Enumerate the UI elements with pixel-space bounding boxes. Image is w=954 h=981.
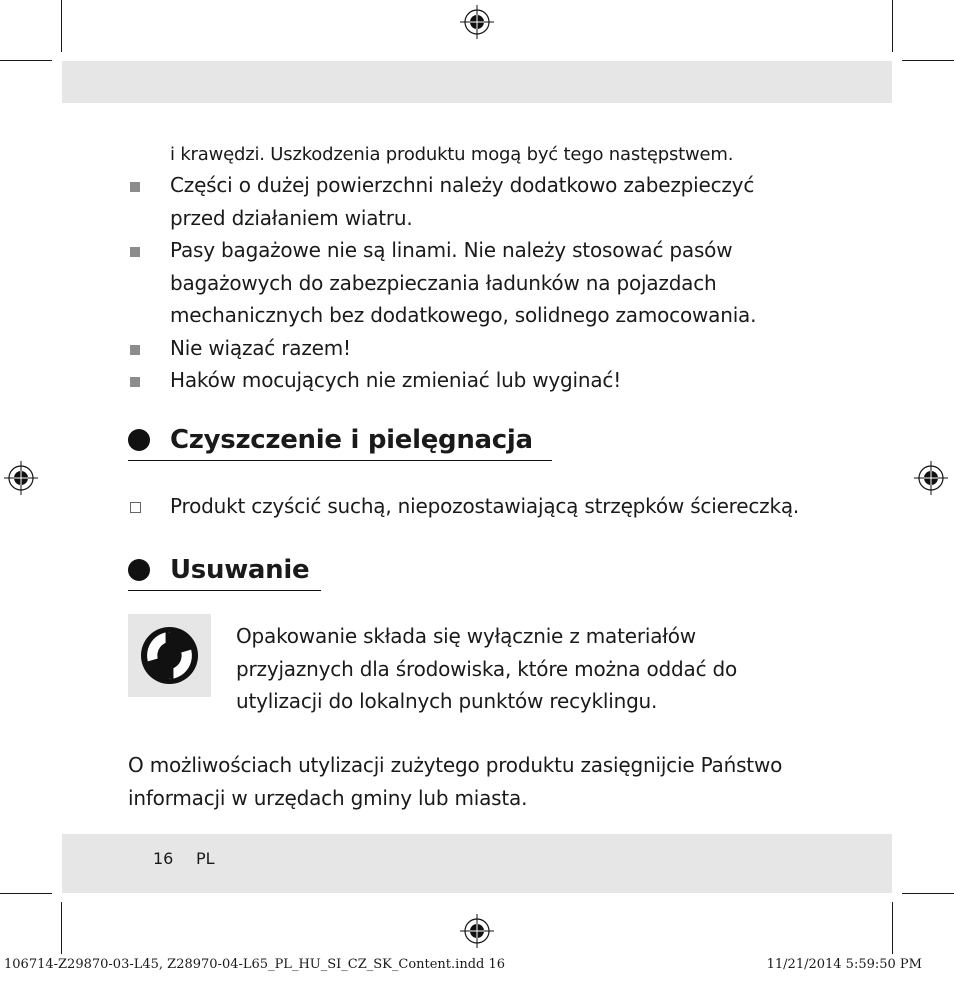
heading-underline — [128, 460, 552, 461]
crop-mark — [892, 0, 893, 52]
square-bullet-icon — [130, 247, 140, 257]
footer-band — [62, 834, 892, 893]
safety-bullet-list — [128, 169, 756, 397]
square-bullet-icon — [130, 182, 140, 192]
crop-mark — [61, 902, 62, 954]
utilization-paragraph: O możliwościach utylizacji zużytego produktu zasięgnijcie Państwo informacji w urzędach gminy lub miasta. — [128, 753, 783, 810]
green-dot-recycling-icon — [128, 614, 211, 697]
section-title: Czyszczenie i pielęgnacja — [170, 425, 533, 455]
registration-mark-icon — [4, 461, 38, 495]
cleaning-list — [128, 490, 799, 523]
header-band — [62, 61, 892, 103]
crop-mark — [0, 893, 52, 894]
crop-mark — [902, 893, 954, 894]
crop-mark — [0, 60, 52, 61]
crop-mark — [892, 902, 893, 954]
crop-mark — [902, 60, 954, 61]
list-item: Części o dużej powierzchni należy dodatkowo zabezpieczyć przed działaniem wiatru. — [128, 169, 756, 234]
heading-dot-icon — [128, 559, 150, 581]
crop-mark — [61, 0, 62, 52]
continuation-text: i krawędzi. Uszkodzenia produktu mogą być tego następstwem. — [170, 144, 734, 165]
list-item: Produkt czyścić suchą, niepozostawiającą strzępków ściereczką. — [128, 490, 799, 523]
heading-underline — [128, 590, 321, 591]
packaging-paragraph: Opakowanie składa się wyłącznie z materiałów przyjaznych dla środowiska, które można oddać do utylizacji do lokalnych punktów recyklingu. — [236, 624, 738, 713]
square-bullet-icon — [130, 345, 140, 355]
registration-mark-icon — [914, 461, 948, 495]
checkbox-square-icon — [130, 502, 141, 513]
registration-mark-icon — [460, 914, 494, 948]
slug-file-info: 106714-Z29870-03-L45, Z28970-04-L65_PL_HU_SI_CZ_SK_Content.indd 16 — [4, 957, 506, 972]
square-bullet-icon — [130, 377, 140, 387]
page-language: PL — [196, 849, 215, 868]
list-item: Haków mocujących nie zmieniać lub wyginać! — [128, 364, 756, 397]
list-item: Nie wiązać razem! — [128, 332, 756, 365]
slug-datetime: 11/21/2014 5:59:50 PM — [766, 957, 922, 972]
heading-dot-icon — [128, 429, 150, 451]
page-number: 16 — [153, 849, 174, 868]
registration-mark-icon — [460, 5, 494, 39]
list-item: Pasy bagażowe nie są linami. Nie należy stosować pasów bagażowych do zabezpieczania ładunków na pojazdach mechanicznych bez dodatkowego, solidnego zamocowania. — [128, 234, 756, 332]
section-title: Usuwanie — [170, 555, 310, 585]
